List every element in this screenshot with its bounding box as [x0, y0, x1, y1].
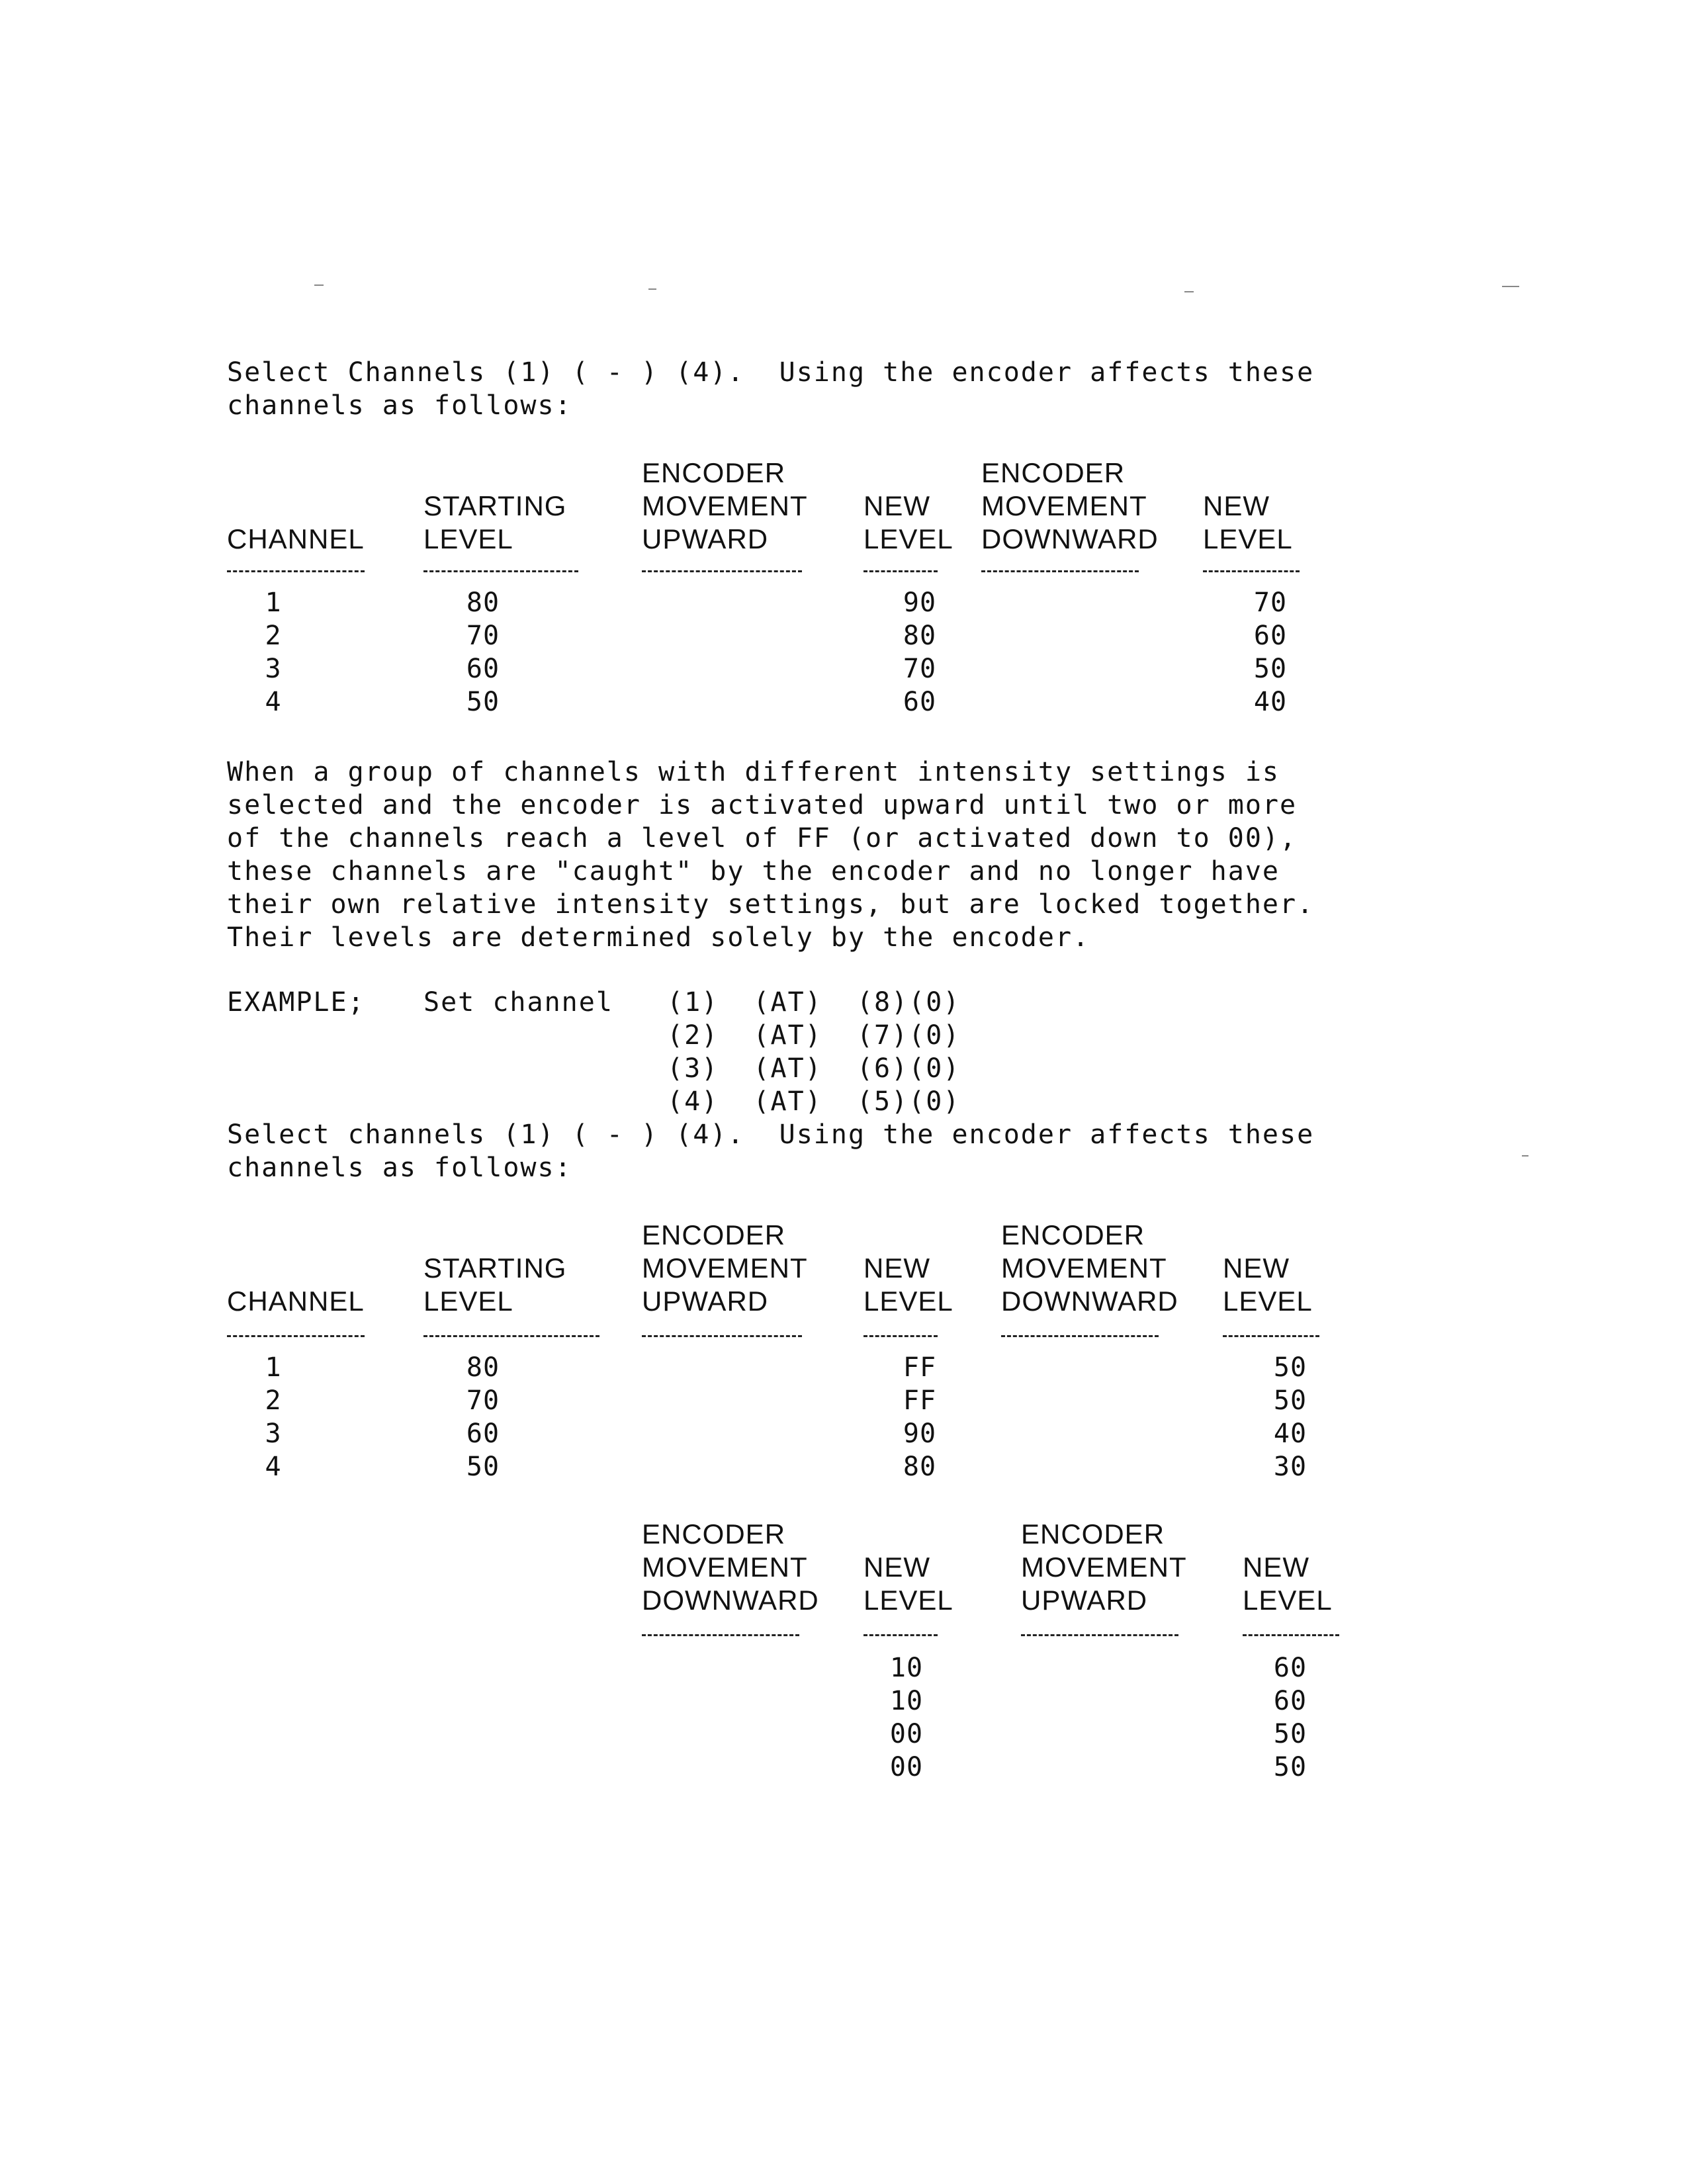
header-movement: MOVEMENT	[642, 490, 808, 521]
scan-mark	[1184, 291, 1194, 292]
cell-new-up: FF	[903, 1352, 937, 1383]
underline-rule	[1001, 1335, 1159, 1337]
scan-mark	[648, 288, 656, 290]
header-encoder: ENCODER	[642, 1219, 786, 1250]
underline-rule	[981, 570, 1139, 572]
cell-new-down: 40	[1253, 687, 1288, 717]
header-starting: STARTING	[423, 1252, 567, 1284]
header-movement: MOVEMENT	[642, 1252, 808, 1284]
header-new: NEW	[1223, 1252, 1290, 1284]
cell-new-up: 50	[1273, 1752, 1307, 1782]
header-level: LEVEL	[423, 1286, 513, 1317]
cell-new-up: 90	[903, 1419, 937, 1449]
paragraph-line: Their levels are determined solely by the encoder.	[227, 922, 1090, 953]
example-set-text: Set channel	[423, 987, 613, 1018]
underline-rule	[423, 570, 578, 572]
underline-rule	[642, 1335, 802, 1337]
header-downward: DOWNWARD	[981, 523, 1159, 554]
header-level: LEVEL	[1203, 523, 1293, 554]
cell-new-down: 30	[1273, 1452, 1307, 1482]
cell-new-down: 10	[889, 1686, 924, 1716]
header-new: NEW	[1243, 1551, 1309, 1583]
paragraph-line: these channels are "caught" by the encoder and no longer have	[227, 856, 1280, 887]
header-encoder: ENCODER	[642, 1518, 786, 1550]
cell-new-up: 60	[1273, 1686, 1307, 1716]
cell-channel: 4	[265, 687, 282, 717]
underline-rule	[423, 1335, 599, 1337]
intro-line: Select Channels (1) ( - ) (4). Using the encoder affects these	[227, 357, 1315, 388]
paragraph-line: selected and the encoder is activated upward until two or more	[227, 790, 1298, 820]
underline-rule	[863, 1335, 938, 1337]
intro-line: channels as follows:	[227, 390, 572, 421]
cell-channel: 1	[265, 588, 282, 618]
cell-new-down: 50	[1273, 1352, 1307, 1383]
cell-start: 70	[466, 1385, 500, 1416]
header-level: LEVEL	[1223, 1286, 1313, 1317]
cell-new-down: 70	[1253, 588, 1288, 618]
cell-new-down: 40	[1273, 1419, 1307, 1449]
header-new: NEW	[863, 1551, 930, 1583]
header-upward: UPWARD	[1021, 1585, 1148, 1616]
underline-rule	[642, 570, 802, 572]
header-movement: MOVEMENT	[1021, 1551, 1187, 1583]
example-label: EXAMPLE;	[227, 987, 365, 1018]
cell-channel: 2	[265, 621, 282, 651]
example-line: (2) (AT) (7)(0)	[667, 1020, 961, 1051]
paragraph-line: their own relative intensity settings, but are locked together.	[227, 889, 1315, 920]
header-movement: MOVEMENT	[642, 1551, 808, 1583]
header-level: LEVEL	[1243, 1585, 1333, 1616]
cell-channel: 1	[265, 1352, 282, 1383]
cell-new-down: 50	[1273, 1385, 1307, 1416]
example-line: (3) (AT) (6)(0)	[667, 1053, 961, 1084]
cell-start: 50	[466, 1452, 500, 1482]
underline-rule	[863, 570, 938, 572]
cell-new-up: 90	[903, 588, 937, 618]
scan-mark	[1502, 286, 1519, 287]
header-new: NEW	[863, 490, 930, 521]
header-upward: UPWARD	[642, 1286, 769, 1317]
header-upward: UPWARD	[642, 523, 769, 554]
underline-rule	[1021, 1634, 1178, 1636]
underline-rule	[642, 1634, 799, 1636]
cell-start: 60	[466, 1419, 500, 1449]
header-encoder: ENCODER	[1021, 1518, 1165, 1550]
header-starting: STARTING	[423, 490, 567, 521]
header-level: LEVEL	[863, 523, 953, 554]
paragraph-line: of the channels reach a level of FF (or activated down to 00),	[227, 823, 1298, 853]
cell-channel: 3	[265, 1419, 282, 1449]
cell-new-up: 70	[903, 654, 937, 684]
paragraph-line: When a group of channels with different intensity settings is	[227, 757, 1280, 787]
header-movement: MOVEMENT	[1001, 1252, 1167, 1284]
cell-start: 70	[466, 621, 500, 651]
cell-new-down: 10	[889, 1653, 924, 1683]
header-downward: DOWNWARD	[1001, 1286, 1178, 1317]
cell-new-up: 60	[903, 687, 937, 717]
header-level: LEVEL	[863, 1286, 953, 1317]
cell-new-up: 80	[903, 1452, 937, 1482]
cell-start: 60	[466, 654, 500, 684]
example-line: (1) (AT) (8)(0)	[667, 987, 961, 1018]
underline-rule	[227, 570, 365, 572]
header-encoder: ENCODER	[1001, 1219, 1145, 1250]
cell-new-down: 00	[889, 1752, 924, 1782]
header-encoder: ENCODER	[981, 457, 1126, 488]
cell-new-down: 60	[1253, 621, 1288, 651]
underline-rule	[863, 1634, 938, 1636]
underline-rule	[227, 1335, 365, 1337]
cell-new-up: 60	[1273, 1653, 1307, 1683]
header-downward: DOWNWARD	[642, 1585, 819, 1616]
underline-rule	[1223, 1335, 1319, 1337]
scan-mark	[314, 284, 324, 286]
header-level: LEVEL	[423, 523, 513, 554]
cell-start: 80	[466, 1352, 500, 1383]
cell-new-down: 50	[1253, 654, 1288, 684]
header-channel: CHANNEL	[227, 1286, 365, 1317]
cell-new-down: 00	[889, 1719, 924, 1749]
underline-rule	[1203, 570, 1300, 572]
intro-line: Select channels (1) ( - ) (4). Using the encoder affects these	[227, 1119, 1315, 1150]
cell-new-up: 80	[903, 621, 937, 651]
cell-channel: 4	[265, 1452, 282, 1482]
header-new: NEW	[1203, 490, 1270, 521]
underline-rule	[1243, 1634, 1339, 1636]
cell-new-up: 50	[1273, 1719, 1307, 1749]
cell-new-up: FF	[903, 1385, 937, 1416]
header-new: NEW	[863, 1252, 930, 1284]
cell-start: 50	[466, 687, 500, 717]
scan-mark	[1522, 1155, 1528, 1157]
example-line: (4) (AT) (5)(0)	[667, 1086, 961, 1117]
intro-line: channels as follows:	[227, 1153, 572, 1183]
header-channel: CHANNEL	[227, 523, 365, 554]
cell-channel: 2	[265, 1385, 282, 1416]
cell-start: 80	[466, 588, 500, 618]
header-encoder: ENCODER	[642, 457, 786, 488]
cell-channel: 3	[265, 654, 282, 684]
header-movement: MOVEMENT	[981, 490, 1147, 521]
header-level: LEVEL	[863, 1585, 953, 1616]
